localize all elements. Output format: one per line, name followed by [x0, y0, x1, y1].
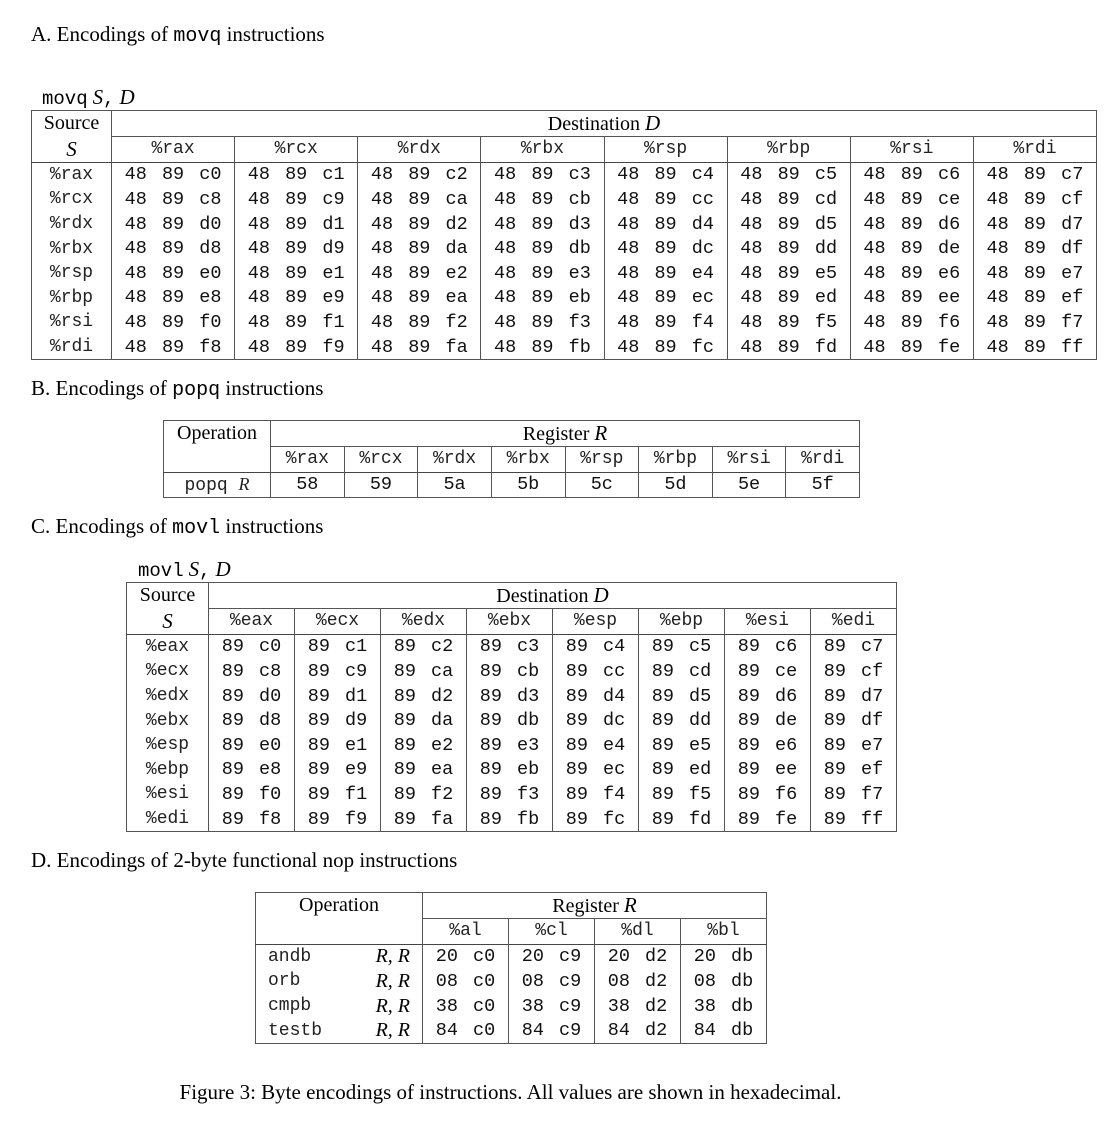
table-row [127, 659, 897, 684]
encoding-cell: 48 89 f1 [235, 310, 358, 335]
encoding-cell: 48 89 f0 [112, 310, 235, 335]
operation-label: Operation [177, 422, 257, 445]
encoding-cell: 89 d7 [811, 684, 897, 709]
table-row [32, 162, 1097, 187]
table-row [127, 708, 897, 733]
encoding-cell: 48 89 f6 [850, 310, 973, 335]
encoding-cell: 48 89 c4 [604, 162, 727, 187]
row-header: %rax [49, 164, 94, 185]
encoding-cell: 5f [786, 472, 860, 498]
encoding-cell: 48 89 cc [604, 187, 727, 212]
row-header: %rbx [49, 238, 94, 259]
source-var: S [162, 608, 173, 633]
encoding-cell: 20 c0 [423, 944, 509, 969]
column-header: %bl [681, 919, 767, 945]
operation-label: Operation [299, 894, 379, 917]
encoding-cell: 48 89 fd [727, 335, 850, 360]
encoding-cell: 5c [565, 472, 639, 498]
encoding-cell: 89 cd [639, 659, 725, 684]
encoding-cell: 89 da [381, 708, 467, 733]
encoding-cell: 48 89 f3 [481, 310, 604, 335]
encoding-cell: 48 89 d6 [850, 212, 973, 237]
column-header: %rbx [481, 137, 604, 163]
encoding-cell: 89 d1 [295, 684, 381, 709]
column-header: %cl [509, 919, 595, 945]
column-header: %esi [725, 609, 811, 635]
encoding-cell: 48 89 d9 [235, 236, 358, 261]
row-header: %esi [145, 784, 190, 805]
column-header: %esp [553, 609, 639, 635]
encoding-cell: 20 db [681, 944, 767, 969]
encoding-cell: 89 ca [381, 659, 467, 684]
table-row [127, 634, 897, 659]
encoding-cell: 89 e9 [295, 758, 381, 783]
row-header: %rbp [49, 287, 94, 308]
row-header: %esp [145, 735, 190, 756]
row-header: %rdx [49, 214, 94, 235]
encoding-cell: 48 89 c6 [850, 162, 973, 187]
column-header: %rsi [850, 137, 973, 163]
encoding-cell: 48 89 fa [358, 335, 481, 360]
encoding-cell: 89 e7 [811, 733, 897, 758]
row-header: %ebx [145, 710, 190, 731]
table-row [32, 187, 1097, 212]
encoding-cell: 89 e0 [209, 733, 295, 758]
encoding-cell: 48 89 c1 [235, 162, 358, 187]
table-row [127, 684, 897, 709]
section-a-heading: A. Encodings of movq instructions [31, 22, 325, 48]
encoding-cell: 89 f0 [209, 782, 295, 807]
column-header: %dl [595, 919, 681, 945]
column-header: %rbx [491, 447, 565, 473]
encoding-cell: 48 89 c3 [481, 162, 604, 187]
encoding-cell: 48 89 ea [358, 286, 481, 311]
row-header: %edi [145, 809, 190, 830]
encoding-cell: 89 c1 [295, 634, 381, 659]
operands: R, R [375, 1019, 410, 1042]
column-header: %rcx [344, 447, 418, 473]
operands: R, R [375, 969, 410, 992]
encoding-cell: 48 89 e5 [727, 261, 850, 286]
encoding-cell: 89 d2 [381, 684, 467, 709]
column-header: %edx [381, 609, 467, 635]
column-header: %rdx [358, 137, 481, 163]
encoding-cell: 89 ef [811, 758, 897, 783]
encoding-cell: 89 f4 [553, 782, 639, 807]
encoding-cell: 48 89 e2 [358, 261, 481, 286]
encoding-cell: 5b [491, 472, 565, 498]
encoding-cell: 48 89 d5 [727, 212, 850, 237]
table-row [127, 733, 897, 758]
column-header: %rsp [604, 137, 727, 163]
encoding-cell: 48 89 de [850, 236, 973, 261]
encoding-cell: 48 89 f8 [112, 335, 235, 360]
encoding-cell: 89 c8 [209, 659, 295, 684]
source-label: Source [43, 112, 100, 135]
destination-header: Destination D [209, 583, 897, 609]
encoding-cell: 48 89 f2 [358, 310, 481, 335]
operation-name: andb [268, 946, 312, 967]
encoding-cell: 48 89 dc [604, 236, 727, 261]
source-label: Source [139, 584, 196, 607]
source-var: S [66, 136, 77, 161]
encoding-cell: 48 89 e0 [112, 261, 235, 286]
row-header: %eax [145, 636, 190, 657]
table-row [32, 261, 1097, 286]
encoding-cell: 38 db [681, 994, 767, 1019]
encoding-cell: 89 e1 [295, 733, 381, 758]
encoding-cell: 38 c0 [423, 994, 509, 1019]
encoding-cell: 89 c5 [639, 634, 725, 659]
encoding-cell: 48 89 f9 [235, 335, 358, 360]
table-row [256, 994, 767, 1019]
encoding-cell: 48 89 ff [973, 335, 1096, 360]
column-header: %al [423, 919, 509, 945]
encoding-cell: 48 89 e3 [481, 261, 604, 286]
encoding-cell: 48 89 d3 [481, 212, 604, 237]
column-header: %rax [271, 447, 345, 473]
encoding-cell: 48 89 ca [358, 187, 481, 212]
movl-encoding-table [126, 582, 897, 832]
encoding-cell: 89 fe [725, 807, 811, 832]
table-row [32, 236, 1097, 261]
encoding-cell: 48 89 cb [481, 187, 604, 212]
encoding-cell: 89 f8 [209, 807, 295, 832]
encoding-cell: 48 89 eb [481, 286, 604, 311]
encoding-cell: 48 89 f7 [973, 310, 1096, 335]
column-header: %rax [112, 137, 235, 163]
table-row [32, 212, 1097, 237]
operation-name: cmpb [268, 996, 312, 1017]
encoding-cell: 89 de [725, 708, 811, 733]
encoding-cell: 48 89 f4 [604, 310, 727, 335]
column-header: %rbp [727, 137, 850, 163]
encoding-cell: 84 d2 [595, 1018, 681, 1043]
encoding-cell: 89 f6 [725, 782, 811, 807]
encoding-cell: 48 89 ee [850, 286, 973, 311]
column-header: %ecx [295, 609, 381, 635]
encoding-cell: 89 e5 [639, 733, 725, 758]
movq-statement: movq S, D [42, 85, 135, 110]
encoding-cell: 89 ff [811, 807, 897, 832]
column-header: %ebx [467, 609, 553, 635]
encoding-cell: 48 89 d2 [358, 212, 481, 237]
encoding-cell: 48 89 e7 [973, 261, 1096, 286]
encoding-cell: 48 89 e9 [235, 286, 358, 311]
encoding-cell: 5d [639, 472, 713, 498]
encoding-cell: 89 c9 [295, 659, 381, 684]
encoding-cell: 59 [344, 472, 418, 498]
encoding-cell: 48 89 da [358, 236, 481, 261]
encoding-cell: 89 d3 [467, 684, 553, 709]
column-header: %ebp [639, 609, 725, 635]
encoding-cell: 48 89 db [481, 236, 604, 261]
encoding-cell: 58 [271, 472, 345, 498]
table-row [127, 807, 897, 832]
encoding-cell: 89 fc [553, 807, 639, 832]
encoding-cell: 89 e4 [553, 733, 639, 758]
encoding-cell: 48 89 c7 [973, 162, 1096, 187]
encoding-cell: 5e [712, 472, 786, 498]
encoding-cell: 89 e6 [725, 733, 811, 758]
popq-operation: popq R [184, 473, 250, 496]
column-header: %rbp [639, 447, 713, 473]
nop-encoding-table [255, 892, 767, 1044]
table-row [127, 782, 897, 807]
figure-caption: Figure 3: Byte encodings of instructions. All values are shown in hexadecimal. [179, 1080, 842, 1104]
encoding-cell: 48 89 c0 [112, 162, 235, 187]
encoding-cell: 89 c3 [467, 634, 553, 659]
encoding-cell: 89 e8 [209, 758, 295, 783]
encoding-cell: 89 c0 [209, 634, 295, 659]
encoding-cell: 20 d2 [595, 944, 681, 969]
row-header: %rsi [49, 312, 94, 333]
encoding-cell: 89 f3 [467, 782, 553, 807]
encoding-cell: 89 ce [725, 659, 811, 684]
table-row [256, 1018, 767, 1043]
encoding-cell: 89 cf [811, 659, 897, 684]
column-header: %eax [209, 609, 295, 635]
encoding-cell: 48 89 e6 [850, 261, 973, 286]
row-header: %edx [145, 686, 190, 707]
column-header: %rsi [712, 447, 786, 473]
encoding-cell: 89 f2 [381, 782, 467, 807]
encoding-cell: 89 cb [467, 659, 553, 684]
encoding-cell: 08 c9 [509, 969, 595, 994]
encoding-cell: 84 db [681, 1018, 767, 1043]
encoding-cell: 48 89 c2 [358, 162, 481, 187]
destination-header: Destination D [112, 111, 1097, 137]
operation-name: testb [268, 1020, 323, 1041]
encoding-cell: 89 ec [553, 758, 639, 783]
encoding-cell: 48 89 d0 [112, 212, 235, 237]
section-d-heading: D. Encodings of 2-byte functional nop instructions [31, 848, 458, 872]
encoding-cell: 48 89 e1 [235, 261, 358, 286]
encoding-cell: 89 d5 [639, 684, 725, 709]
section-b-heading: B. Encodings of popq instructions [31, 376, 324, 402]
column-header: %rcx [235, 137, 358, 163]
operands: R, R [375, 945, 410, 968]
encoding-cell: 48 89 f5 [727, 310, 850, 335]
encoding-cell: 5a [418, 472, 492, 498]
encoding-cell: 48 89 d7 [973, 212, 1096, 237]
encoding-cell: 89 c6 [725, 634, 811, 659]
encoding-cell: 89 d4 [553, 684, 639, 709]
encoding-cell: 48 89 fb [481, 335, 604, 360]
row-header: %ebp [145, 759, 190, 780]
encoding-cell: 84 c9 [509, 1018, 595, 1043]
encoding-cell: 89 f1 [295, 782, 381, 807]
encoding-cell: 89 cc [553, 659, 639, 684]
encoding-cell: 89 db [467, 708, 553, 733]
encoding-cell: 48 89 e4 [604, 261, 727, 286]
operation-name: orb [268, 971, 301, 992]
table-row [256, 944, 767, 969]
encoding-cell: 89 eb [467, 758, 553, 783]
encoding-cell: 08 d2 [595, 969, 681, 994]
encoding-cell: 89 fd [639, 807, 725, 832]
popq-encoding-table [163, 420, 860, 498]
encoding-cell: 48 89 d1 [235, 212, 358, 237]
encoding-cell: 89 fa [381, 807, 467, 832]
encoding-cell: 48 89 c8 [112, 187, 235, 212]
register-header: Register R [423, 893, 767, 919]
encoding-cell: 48 89 df [973, 236, 1096, 261]
table-row [256, 969, 767, 994]
encoding-cell: 89 e2 [381, 733, 467, 758]
encoding-cell: 48 89 d8 [112, 236, 235, 261]
encoding-cell: 38 c9 [509, 994, 595, 1019]
encoding-cell: 89 e3 [467, 733, 553, 758]
encoding-cell: 48 89 c5 [727, 162, 850, 187]
encoding-cell: 08 c0 [423, 969, 509, 994]
encoding-cell: 89 dd [639, 708, 725, 733]
encoding-cell: 48 89 ce [850, 187, 973, 212]
movl-statement: movl S, D [138, 557, 231, 582]
encoding-cell: 89 d9 [295, 708, 381, 733]
movq-encoding-table [31, 110, 1097, 360]
column-header: %rdx [418, 447, 492, 473]
encoding-cell: 89 dc [553, 708, 639, 733]
encoding-cell: 89 f7 [811, 782, 897, 807]
table-row [32, 310, 1097, 335]
encoding-cell: 89 fb [467, 807, 553, 832]
table-row [32, 335, 1097, 360]
encoding-cell: 48 89 cf [973, 187, 1096, 212]
encoding-cell: 89 ea [381, 758, 467, 783]
encoding-cell: 89 df [811, 708, 897, 733]
encoding-cell: 48 89 d4 [604, 212, 727, 237]
encoding-cell: 89 d6 [725, 684, 811, 709]
encoding-cell: 89 ee [725, 758, 811, 783]
encoding-cell: 48 89 e8 [112, 286, 235, 311]
table-row [32, 286, 1097, 311]
encoding-cell: 89 f5 [639, 782, 725, 807]
encoding-cell: 48 89 fe [850, 335, 973, 360]
encoding-cell: 89 d8 [209, 708, 295, 733]
encoding-cell: 48 89 ed [727, 286, 850, 311]
column-header: %rdi [786, 447, 860, 473]
row-header: %rdi [49, 337, 94, 358]
encoding-cell: 48 89 dd [727, 236, 850, 261]
row-header: %rsp [49, 263, 94, 284]
operands: R, R [375, 994, 410, 1017]
encoding-cell: 48 89 c9 [235, 187, 358, 212]
encoding-cell: 89 c7 [811, 634, 897, 659]
encoding-cell: 89 c4 [553, 634, 639, 659]
encoding-cell: 89 ed [639, 758, 725, 783]
encoding-cell: 48 89 cd [727, 187, 850, 212]
encoding-cell: 84 c0 [423, 1018, 509, 1043]
table-row [127, 758, 897, 783]
encoding-cell: 48 89 ef [973, 286, 1096, 311]
encoding-cell: 89 d0 [209, 684, 295, 709]
register-header: Register R [271, 421, 860, 447]
encoding-cell: 89 f9 [295, 807, 381, 832]
encoding-cell: 48 89 ec [604, 286, 727, 311]
row-header: %ecx [145, 661, 190, 682]
column-header: %rsp [565, 447, 639, 473]
column-header: %edi [811, 609, 897, 635]
encoding-cell: 48 89 fc [604, 335, 727, 360]
column-header: %rdi [973, 137, 1096, 163]
encoding-cell: 38 d2 [595, 994, 681, 1019]
encoding-cell: 20 c9 [509, 944, 595, 969]
encoding-cell: 08 db [681, 969, 767, 994]
row-header: %rcx [49, 189, 94, 210]
section-c-heading: C. Encodings of movl instructions [31, 514, 324, 540]
encoding-cell: 89 c2 [381, 634, 467, 659]
